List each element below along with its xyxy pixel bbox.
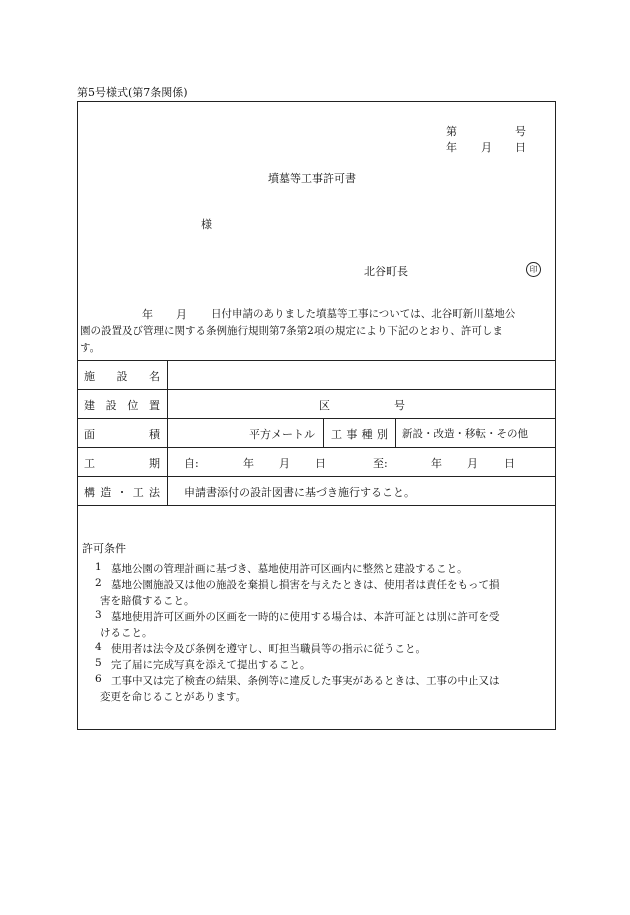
period-to-year: 年 [431,457,442,470]
form-label: 第5号様式(第7条関係) [77,86,188,99]
condition-text: 使用者は法令及び条例を遵守し、町担当職員等の指示に従うこと。 [111,643,426,655]
condition-text: 墓地使用許可区画外の区画を一時的に使用する場合は、本許可証とは別に許可を受 [111,611,500,623]
period-from-label: 自: [184,457,199,470]
number-suffix: 号 [515,125,526,138]
location-ku: 区 [319,399,330,412]
intro-line-1: 日付申請のありました墳墓等工事については、北谷町新川墓地公 [211,308,516,320]
issuer-name: 北谷町長 [364,265,408,278]
intro-line-3: す。 [80,342,101,354]
location-go: 号 [394,399,405,412]
intro-month: 月 [176,308,187,321]
period-from-year: 年 [243,457,254,470]
structure-method-value: 申請書添付の設計図書に基づき施行すること。 [184,486,415,499]
period-to-label: 至: [373,457,388,470]
condition-number: 1 [95,561,102,573]
intro-year: 年 [142,308,153,321]
condition-text: 工事中又は完了検査の結果、条例等に違反した事実があるときは、工事の中止又は [111,675,500,687]
condition-text-continued: 害を賠償すること。 [100,595,195,607]
condition-number: 2 [95,577,102,589]
condition-number: 5 [95,657,102,669]
period-from-month: 月 [279,457,290,470]
condition-number: 4 [95,641,102,653]
row-label-structure: 構 造 ・ 工 法 [84,486,160,499]
conditions-heading: 許可条件 [82,542,126,555]
condition-number: 3 [95,609,102,621]
row-label-location: 建 設 位 置 [84,399,160,412]
area-unit: 平方メートル [249,428,315,441]
period-to-day: 日 [504,457,515,470]
condition-text: 墓地公園施設又は他の施設を棄損し損害を与えたときは、使用者は責任をもって損 [111,579,500,591]
document-title: 墳墓等工事許可書 [268,172,356,185]
period-to-month: 月 [467,457,478,470]
seal-mark: 印 [526,262,541,277]
condition-text: 墓地公園の管理計画に基づき、墓地使用許可区画内に整然と建設すること。 [111,563,468,575]
construction-type-label: 工 事 種 別 [331,428,388,441]
date-day: 日 [515,141,526,154]
date-month: 月 [481,141,492,154]
row-label-facility: 施 設 名 [84,370,160,383]
period-from-day: 日 [315,457,326,470]
addressee-suffix: 様 [201,218,212,231]
condition-text-continued: 変更を命じることがあります。 [100,691,247,703]
condition-number: 6 [95,673,102,685]
condition-text-continued: けること。 [100,627,153,639]
intro-line-2: 園の設置及び管理に関する条例施行規則第7条第2項の規定により下記のとおり、許可しま [80,325,503,337]
date-year: 年 [446,141,457,154]
construction-type-options: 新設・改造・移転・その他 [402,428,528,440]
number-prefix: 第 [446,125,457,138]
row-label-area: 面 積 [84,428,160,441]
row-label-period: 工 期 [84,457,160,470]
condition-text: 完了届に完成写真を添えて提出すること。 [111,659,311,671]
